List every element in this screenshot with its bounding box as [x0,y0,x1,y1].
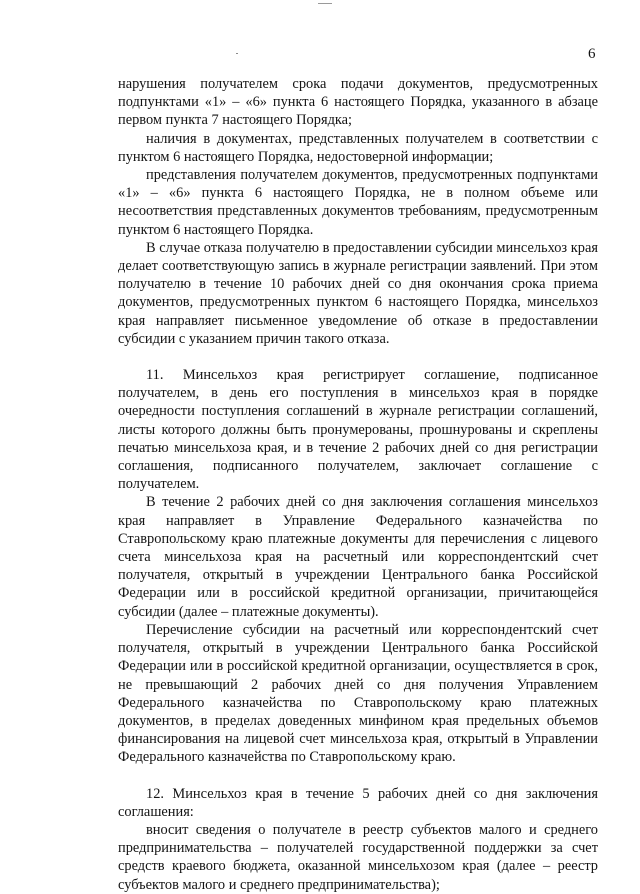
paragraph-9: вносит сведения о получателе в реестр субъектов малого и среднего предпринимательства – получателей государственной поддержки за счет средств краевого бюджета, оказанной минсельхозом края (далее – реестр субъектов малого и среднего предпринимательства); [118,821,598,893]
page-number: 6 [588,46,596,62]
paragraph-8: 12. Минсельхоз края в течение 5 рабочих дней со дня заключения соглашения: [118,785,598,820]
paragraph-1: нарушения получателем срока подачи документов, предусмотренных подпунктами «1» – «6» пункта 6 настоящего Порядка, указанного в абзаце первом пункта 7 настоящего Порядка; [118,76,598,129]
paragraph-6: В течение 2 рабочих дней со дня заключения соглашения минсельхоз края направляет в Управление Федерального казначейства по Ставропольскому краю платежные документы для перечисления с лицевого счета минсельхоза края на расчетный или корреспондентский счет получателя, открытый в учреждении Центрального банка Российской Федерации или в российской кредитной организации, причитающейся субсидии (далее – платежные документы). [118,494,598,620]
paragraph-2: наличия в документах, представленных получателем в соответствии с пунктом 6 настоящего Порядка, недостоверной информации; [118,130,598,165]
paragraph-3: представления получателем документов, предусмотренных подпунктами «1» – «6» пункта 6 настоящего Порядка, не в полном объеме или несоответствия представленных документов требованиям, предусмотренным пунктом 6 настоящего Порядка. [118,167,598,238]
paragraph-7: Перечисление субсидии на расчетный или корреспондентский счет получателя, открытый в учреждении Центрального банка Российской Федерации или в российской кредитной организации, осуществляется в срок, не превышающий 2 рабочих дней со дня получения Управлением Федерального казначейства по Ставропольскому краю платежных документов, в пределах доведенных минфином края предельных объемов финансирования на лицевой счет минсельхоза края, открытый в Управлении Федерального казначейства по Ставропольскому краю. [118,621,598,766]
scan-dot [236,53,238,54]
paragraph-5: 11. Минсельхоз края регистрирует соглашение, подписанное получателем, в день его поступления в минсельхоз края в порядке очередности поступления соглашений в журнале регистрации соглашений, листы которого должны быть пронумерованы, прошнурованы и скреплены печатью минсельхоза края, и в течение 2 рабочих дней со дня регистрации соглашения, подписанного получателем, заключает соглашение с получателем. [118,367,598,493]
paragraph-4: В случае отказа получателю в предоставлении субсидии минсельхоз края делает соответствующую запись в журнале регистрации заявлений. При этом получателю в течение 10 рабочих дней со дня окончания срока приема документов, предусмотренных пунктом 6 настоящего Порядка, минсельхоз края направляет письменное уведомление об отказе в предоставлении субсидии с указанием причин такого отказа. [118,239,598,347]
document-body [118,75,598,894]
top-scan-mark [318,3,332,4]
